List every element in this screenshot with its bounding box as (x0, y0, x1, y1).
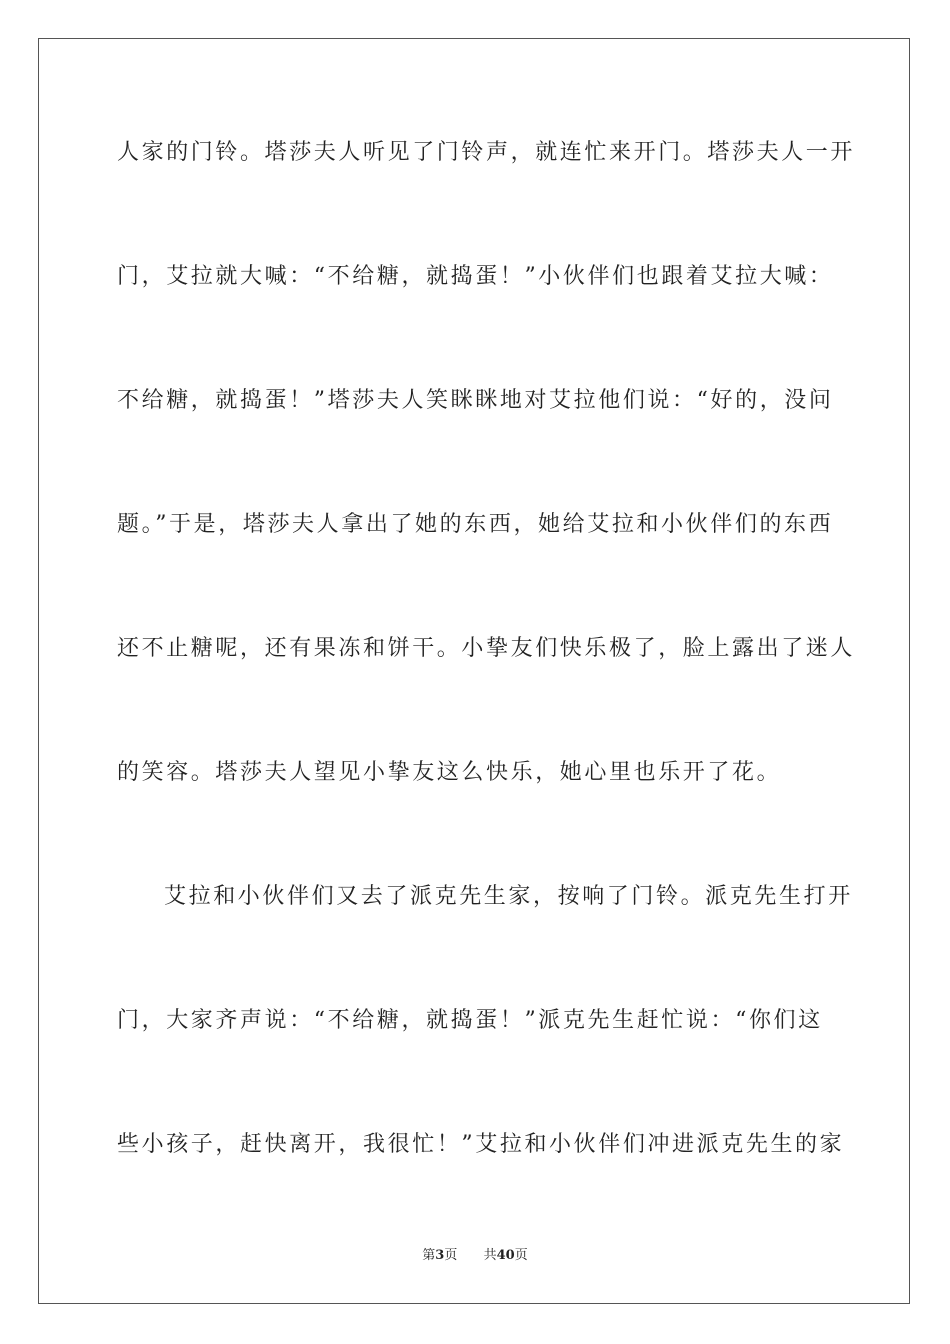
body-text-line-3: 不给糖，就捣蛋！”塔莎夫人笑眯眯地对艾拉他们说：“好的，没问 (117, 388, 834, 413)
page-border (38, 38, 910, 1304)
page-number-current: 3 (435, 1248, 445, 1263)
body-text-line-6: 的笑容。塔莎夫人望见小挚友这么快乐，她心里也乐开了花。 (117, 760, 782, 785)
body-text-line-5: 还不止糖呢，还有果冻和饼干。小挚友们快乐极了，脸上露出了迷人 (117, 636, 856, 661)
body-text-line-4: 题。”于是，塔莎夫人拿出了她的东西，她给艾拉和小伙伴们的东西 (117, 512, 834, 537)
body-text-line-8: 门，大家齐声说：“不给糖，就捣蛋！”派克先生赶忙说：“你们这 (117, 1008, 823, 1033)
body-text-line-7: 艾拉和小伙伴们又去了派克先生家，按响了门铃。派克先生打开 (164, 884, 853, 909)
page-footer (0, 1247, 950, 1265)
page-total-count: 40 (496, 1248, 515, 1263)
page-total-suffix: 页 (514, 1248, 528, 1263)
body-text-line-2: 门，艾拉就大喊：“不给糖，就捣蛋！”小伙伴们也跟着艾拉大喊： (117, 264, 834, 289)
body-text-line-1: 人家的门铃。塔莎夫人听见了门铃声，就连忙来开门。塔莎夫人一开 (117, 140, 856, 165)
page-number-prefix: 第 (422, 1248, 436, 1263)
page-total-prefix: 共 (483, 1248, 497, 1263)
page-number-suffix: 页 (444, 1248, 458, 1263)
body-text-line-9: 些小孩子，赶快离开，我很忙！”艾拉和小伙伴们冲进派克先生的家 (117, 1132, 845, 1157)
